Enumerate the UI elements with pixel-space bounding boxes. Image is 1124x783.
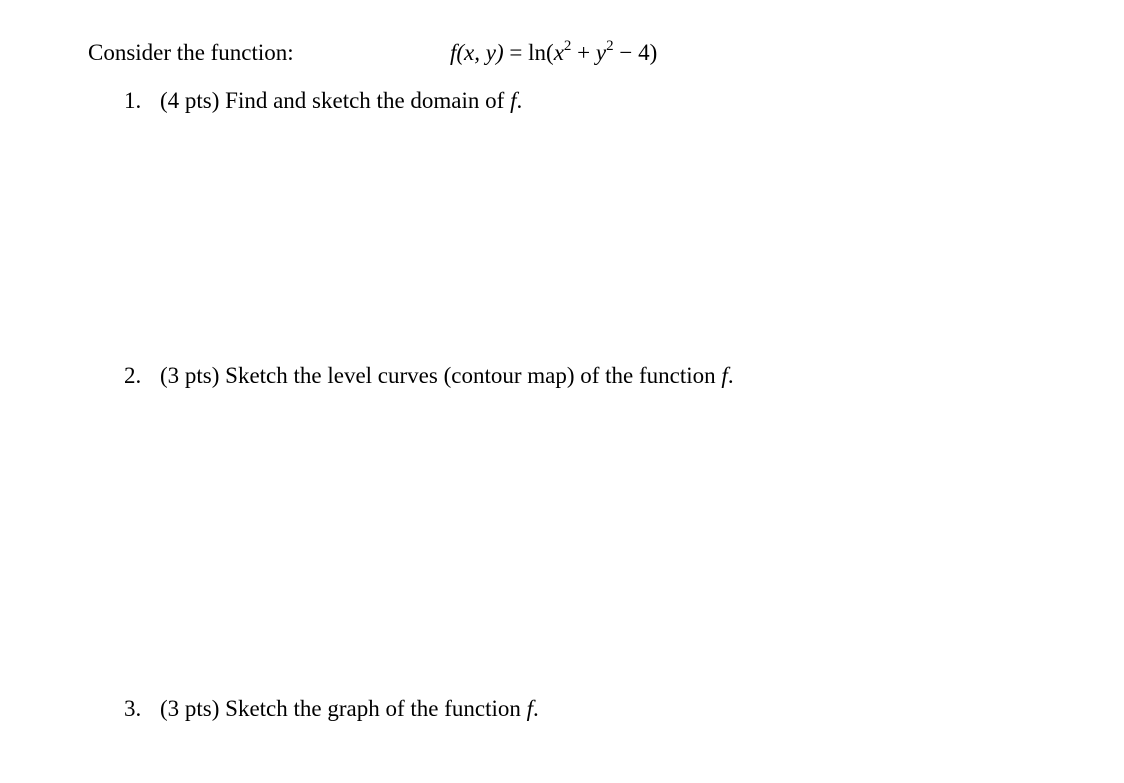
question-text: (3 pts) Sketch the graph of the function (160, 696, 527, 721)
formula-y: y (595, 40, 607, 65)
formula-exponent-y: 2 (606, 38, 614, 55)
question-number: 1. (124, 88, 142, 113)
question-variable: f (510, 88, 517, 113)
question-2 (124, 361, 734, 391)
formula-fname: f (450, 40, 457, 65)
question-end: . (516, 88, 523, 113)
question-variable: f (721, 363, 728, 388)
formula-exponent-x: 2 (563, 38, 572, 55)
question-text: (3 pts) Sketch the level curves (contour map) of the function (160, 363, 722, 388)
formula-ln: ln( (528, 40, 554, 65)
question-end: . (533, 696, 539, 721)
formula-equals: = (503, 40, 529, 65)
formula-minus-four: − 4) (613, 40, 658, 65)
question-1 (124, 86, 522, 116)
intro-label: Consider the function: (88, 40, 294, 65)
formula-args: (x, y) (456, 40, 504, 65)
question-3 (124, 694, 539, 724)
formula-plus: + (571, 40, 596, 65)
question-variable: f (526, 696, 534, 721)
question-text: (4 pts) Find and sketch the domain of (160, 88, 511, 113)
question-number: 2. (124, 363, 142, 388)
question-number: 3. (124, 696, 142, 721)
question-end: . (727, 363, 734, 388)
function-formula (450, 38, 657, 68)
formula-x: x (553, 40, 564, 65)
